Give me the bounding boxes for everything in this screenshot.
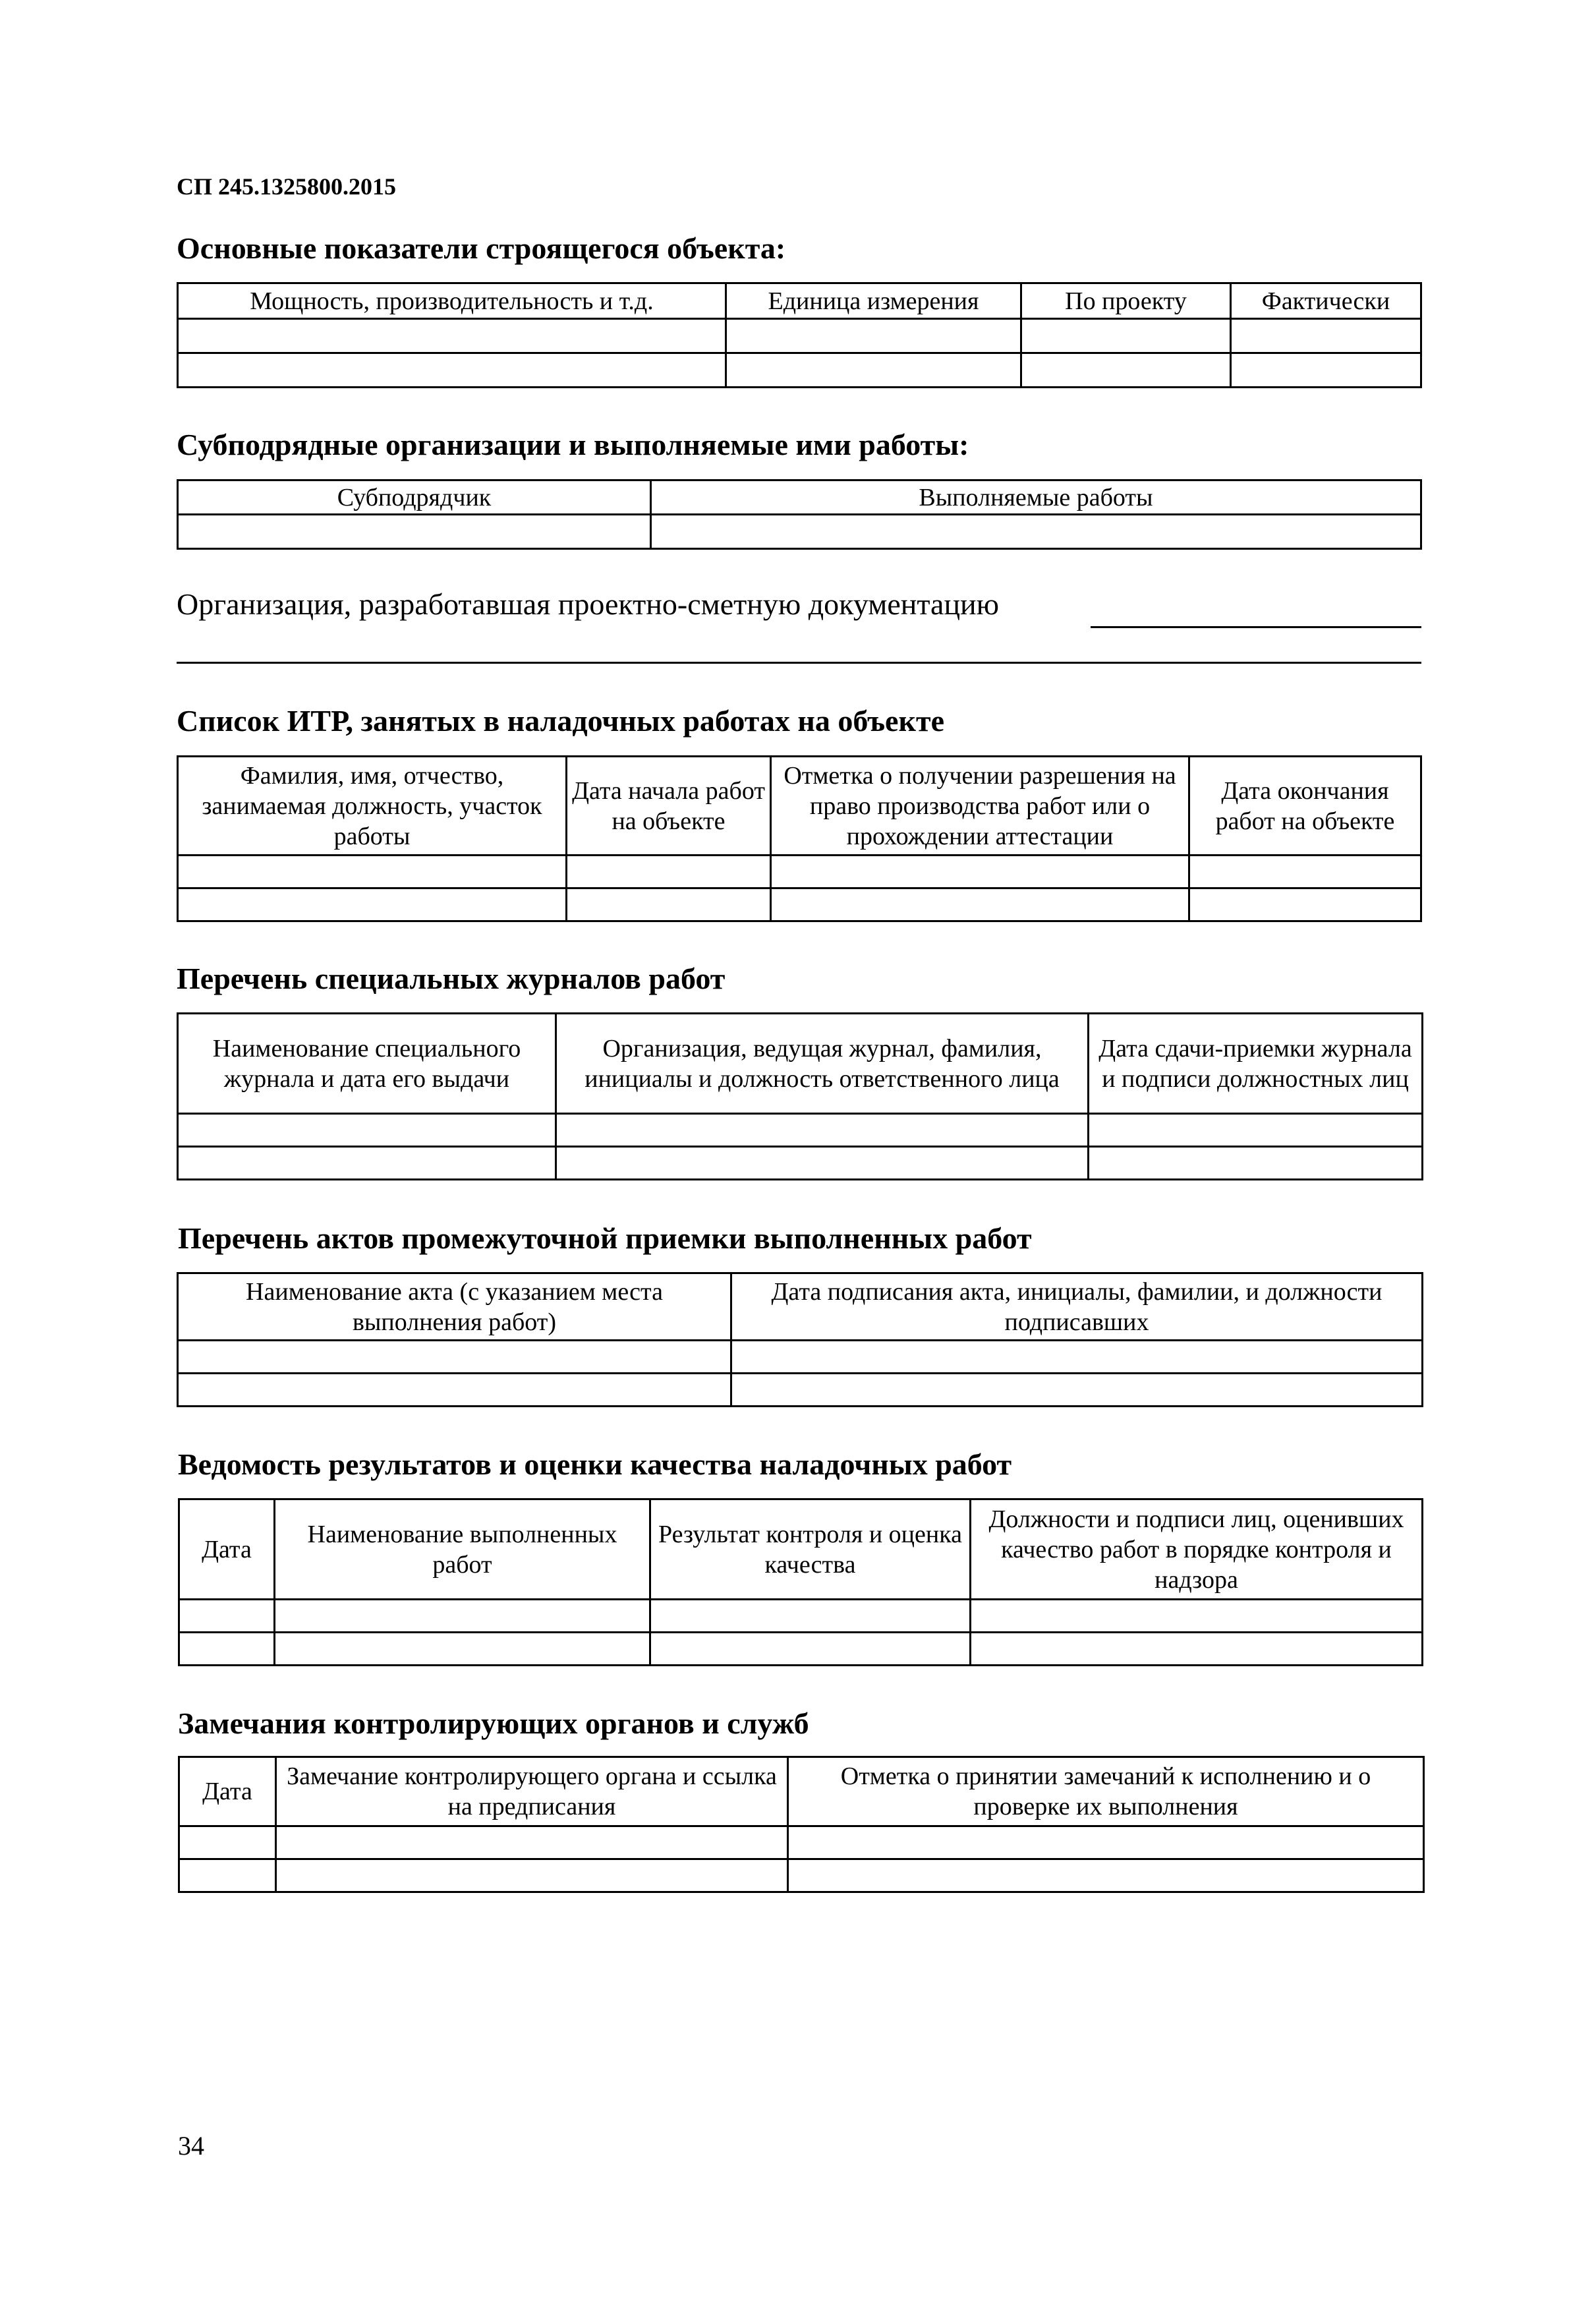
- table-cell[interactable]: [179, 1826, 276, 1859]
- table-cell[interactable]: [771, 856, 1189, 888]
- acts-table: [177, 1272, 1423, 1407]
- subcontractors-table: [177, 479, 1422, 550]
- table-row: [178, 515, 1421, 549]
- design-org-label: Организация, разработавшая проектно-сметную документацию: [177, 587, 1000, 621]
- table-cell[interactable]: [788, 1859, 1424, 1892]
- table-cell[interactable]: [178, 353, 726, 388]
- table-row: [178, 856, 1421, 888]
- table-row: [179, 1600, 1423, 1633]
- table-row: [178, 1147, 1423, 1180]
- journals-col-handover: Дата сдачи-приемки журнала и подписи должностных лиц: [1089, 1014, 1423, 1114]
- table-cell[interactable]: [971, 1600, 1423, 1633]
- table-cell[interactable]: [567, 856, 771, 888]
- table-cell[interactable]: [178, 515, 651, 549]
- table-row: [178, 1374, 1423, 1407]
- indicators-col-unit: Единица измерения: [726, 283, 1021, 319]
- engineers-title: Список ИТР, занятых в наладочных работах на объекте: [177, 704, 944, 738]
- indicators-col-actual: Фактически: [1231, 283, 1421, 319]
- table-cell[interactable]: [178, 888, 567, 921]
- design-org-field[interactable]: [1091, 626, 1421, 628]
- quality-col-signatures: Должности и подписи лиц, оценивших качество работ в порядке контроля и надзора: [971, 1499, 1423, 1600]
- table-cell[interactable]: [275, 1600, 650, 1633]
- page-number: 34: [178, 2131, 204, 2161]
- table-cell[interactable]: [650, 1633, 971, 1666]
- remarks-col-date: Дата: [179, 1757, 276, 1826]
- indicators-col-capacity: Мощность, производительность и т.д.: [178, 283, 726, 319]
- quality-col-date: Дата: [179, 1499, 275, 1600]
- engineers-col-name: Фамилия, имя, отчество, занимаемая должность, участок работы: [178, 757, 567, 856]
- remarks-col-acceptance: Отметка о принятии замечаний к исполнению и о проверке их выполнения: [788, 1757, 1424, 1826]
- indicators-title: Основные показатели строящегося объекта:: [177, 231, 786, 265]
- table-cell[interactable]: [179, 1633, 275, 1666]
- engineers-col-permit: Отметка о получении разрешения на право производства работ или о прохождении аттестации: [771, 757, 1189, 856]
- table-row: [178, 319, 1421, 353]
- table-cell[interactable]: [771, 888, 1189, 921]
- table-cell[interactable]: [1189, 888, 1421, 921]
- table-row: [179, 1633, 1423, 1666]
- table-cell[interactable]: [556, 1114, 1089, 1147]
- table-row: [179, 1859, 1424, 1892]
- table-cell[interactable]: [178, 319, 726, 353]
- subcontractors-col-works: Выполняемые работы: [651, 480, 1421, 515]
- table-cell[interactable]: [971, 1633, 1423, 1666]
- quality-col-works: Наименование выполненных работ: [275, 1499, 650, 1600]
- table-row: [178, 888, 1421, 921]
- table-cell[interactable]: [178, 1341, 731, 1374]
- table-cell[interactable]: [179, 1600, 275, 1633]
- table-cell[interactable]: [567, 888, 771, 921]
- table-cell[interactable]: [1021, 319, 1231, 353]
- engineers-col-start-date: Дата начала работ на объекте: [567, 757, 771, 856]
- table-cell[interactable]: [178, 1147, 556, 1180]
- table-cell[interactable]: [1021, 353, 1231, 388]
- journals-col-organization: Организация, ведущая журнал, фамилия, инициалы и должность ответственного лица: [556, 1014, 1089, 1114]
- quality-table: [178, 1498, 1423, 1666]
- table-cell[interactable]: [650, 1600, 971, 1633]
- indicators-col-project: По проекту: [1021, 283, 1231, 319]
- table-cell[interactable]: [178, 856, 567, 888]
- engineers-table: [177, 755, 1422, 922]
- table-cell[interactable]: [1231, 353, 1421, 388]
- table-cell[interactable]: [651, 515, 1421, 549]
- journals-col-name: Наименование специального журнала и дата его выдачи: [178, 1014, 556, 1114]
- table-cell[interactable]: [726, 353, 1021, 388]
- quality-title: Ведомость результатов и оценки качества наладочных работ: [178, 1447, 1012, 1481]
- acts-col-signing: Дата подписания акта, инициалы, фамилии, и должности подписавших: [731, 1273, 1423, 1341]
- remarks-table: [178, 1756, 1425, 1893]
- subcontractors-title: Субподрядные организации и выполняемые ими работы:: [177, 428, 969, 461]
- remarks-col-remark: Замечание контролирующего органа и ссылка на предписания: [276, 1757, 788, 1826]
- table-cell[interactable]: [1231, 319, 1421, 353]
- acts-col-name: Наименование акта (с указанием места выполнения работ): [178, 1273, 731, 1341]
- table-cell[interactable]: [556, 1147, 1089, 1180]
- subcontractors-col-subcontractor: Субподрядчик: [178, 480, 651, 515]
- table-cell[interactable]: [731, 1341, 1423, 1374]
- acts-title: Перечень актов промежуточной приемки выполненных работ: [178, 1221, 1032, 1255]
- table-row: [178, 1114, 1423, 1147]
- remarks-title: Замечания контролирующих органов и служб: [178, 1706, 809, 1740]
- table-row: [178, 353, 1421, 388]
- table-cell[interactable]: [726, 319, 1021, 353]
- table-cell[interactable]: [1089, 1114, 1423, 1147]
- table-cell[interactable]: [179, 1859, 276, 1892]
- table-cell[interactable]: [276, 1826, 788, 1859]
- design-org-field-continuation[interactable]: [177, 662, 1421, 664]
- table-cell[interactable]: [275, 1633, 650, 1666]
- table-row: [179, 1826, 1424, 1859]
- table-cell[interactable]: [1189, 856, 1421, 888]
- engineers-col-end-date: Дата окончания работ на объекте: [1189, 757, 1421, 856]
- table-cell[interactable]: [178, 1374, 731, 1407]
- quality-col-result: Результат контроля и оценка качества: [650, 1499, 971, 1600]
- table-cell[interactable]: [276, 1859, 788, 1892]
- table-row: [178, 1341, 1423, 1374]
- table-cell[interactable]: [731, 1374, 1423, 1407]
- table-cell[interactable]: [788, 1826, 1424, 1859]
- indicators-table: [177, 282, 1422, 388]
- table-cell[interactable]: [1089, 1147, 1423, 1180]
- table-cell[interactable]: [178, 1114, 556, 1147]
- document-code: СП 245.1325800.2015: [177, 173, 396, 200]
- journals-table: [177, 1012, 1423, 1180]
- journals-title: Перечень специальных журналов работ: [177, 962, 726, 995]
